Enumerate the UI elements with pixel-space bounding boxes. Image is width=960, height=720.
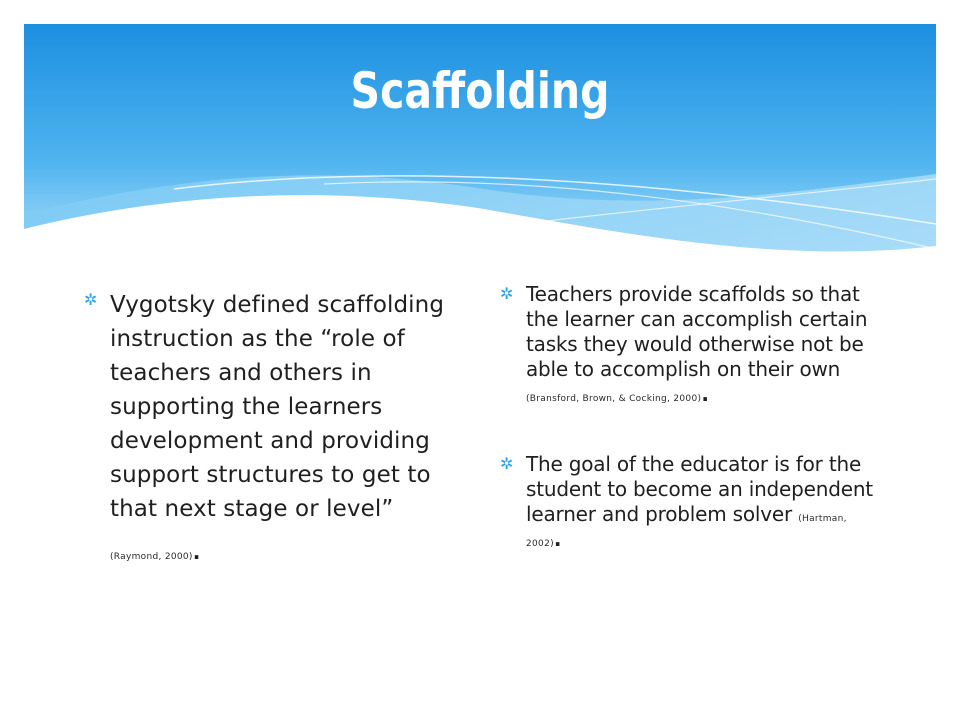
- citation-period: .: [553, 527, 562, 551]
- citation-period: .: [701, 382, 709, 406]
- star-bullet-icon: ✲: [84, 290, 98, 309]
- left-bullet-text: Vygotsky defined scaffolding instruction as the “role of teachers and others in supporting the learners development and providing support structures to get to that next stage or level”: [110, 292, 445, 522]
- citation: (Bransford, Brown, & Cocking, 2000): [526, 394, 702, 404]
- left-bullet-item: [84, 288, 454, 564]
- citation-period: .: [192, 540, 201, 564]
- star-bullet-icon: ✲: [500, 454, 514, 473]
- left-column: [84, 288, 454, 564]
- slide-title: Scaffolding: [350, 62, 610, 120]
- right-bullet-item-2: [500, 452, 880, 551]
- citation: (Hartman, 2002): [526, 514, 847, 549]
- citation: (Raymond, 2000): [110, 552, 193, 562]
- right-column: [500, 282, 880, 551]
- left-citation-line: [110, 540, 454, 564]
- star-bullet-icon: ✲: [500, 284, 514, 303]
- right-bullet-text: The goal of the educator is for the student to become an independent learner and problem solver: [526, 452, 873, 526]
- right-bullet-item-1: [500, 282, 880, 406]
- right-bullet-text: Teachers provide scaffolds so that the learner can accomplish certain tasks they would otherwise not be able to accomplish on their own: [526, 282, 868, 381]
